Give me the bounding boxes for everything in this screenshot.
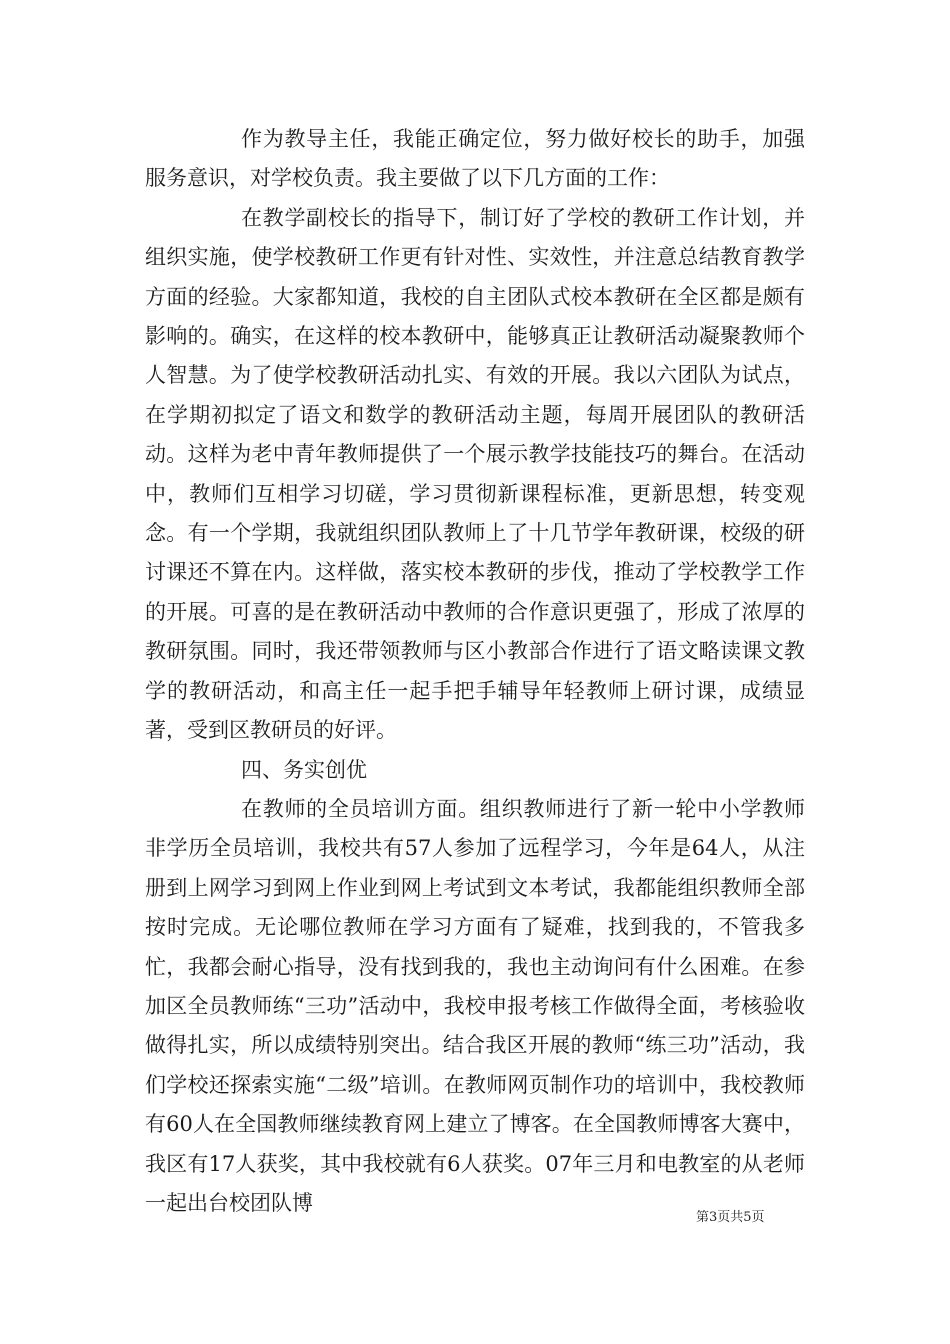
paragraph-training: 在教师的全员培训方面。组织教师进行了新一轮中小学教师非学历全员培训，我校共有57人参加了远程学习，今年是64人，从注册到上网学习到网上作业到网上考试到文本考试，我都能组织教师全部按时完成。无论哪位教师在学习方面有了疑难，找到我的，不管我多忙，我都会耐心指导，没有找到我的，我也主动询问有什么困难。在参加区全员教师练“三功”活动中，我校申报考核工作做得全面，考核验收做得扎实，所以成绩特别突出。结合我区开展的教师“练三功”活动，我们学校还探索实施“二级”培训。在教师网页制作功的培训中，我校教师有60人在全国教师继续教育网上建立了博客。在全国教师博客大赛中，我区有17人获奖，其中我校就有6人获奖。07年三月和电教室的从老师一起出台校团队博 xyxy=(145,796,805,1215)
page-number-footer: 第3页共5页 xyxy=(696,1210,765,1225)
document-body xyxy=(145,120,805,1223)
paragraph-teaching-research: 在教学副校长的指导下，制订好了学校的教研工作计划，并组织实施，使学校教研工作更有针对性、实效性，并注意总结教育教学方面的经验。大家都知道，我校的自主团队式校本教研在全区都是颇有影响的。确实，在这样的校本教研中，能够真正让教研活动凝聚教师个人智慧。为了使学校教研活动扎实、有效的开展。我以六团队为试点，在学期初拟定了语文和数学的教研活动主题，每周开展团队的教研活动。这样为老中青年教师提供了一个展示教学技能技巧的舞台。在活动中，教师们互相学习切磋，学习贯彻新课程标准，更新思想，转变观念。有一个学期，我就组织团队教师上了十几节学年教研课，校级的研讨课还不算在内。这样做，落实校本教研的步伐，推动了学校教学工作的开展。可喜的是在教研活动中教师的合作意识更强了，形成了浓厚的教研氛围。同时，我还带领教师与区小教部合作进行了语文略读课文教学的教研活动，和高主任一起手把手辅导年轻教师上研讨课，成绩显著，受到区教研员的好评。 xyxy=(145,205,805,743)
section-heading: 四、务实创优 xyxy=(241,757,367,782)
paragraph-intro: 作为教导主任，我能正确定位，努力做好校长的助手，加强服务意识，对学校负责。我主要做了以下几方面的工作： xyxy=(145,127,805,191)
